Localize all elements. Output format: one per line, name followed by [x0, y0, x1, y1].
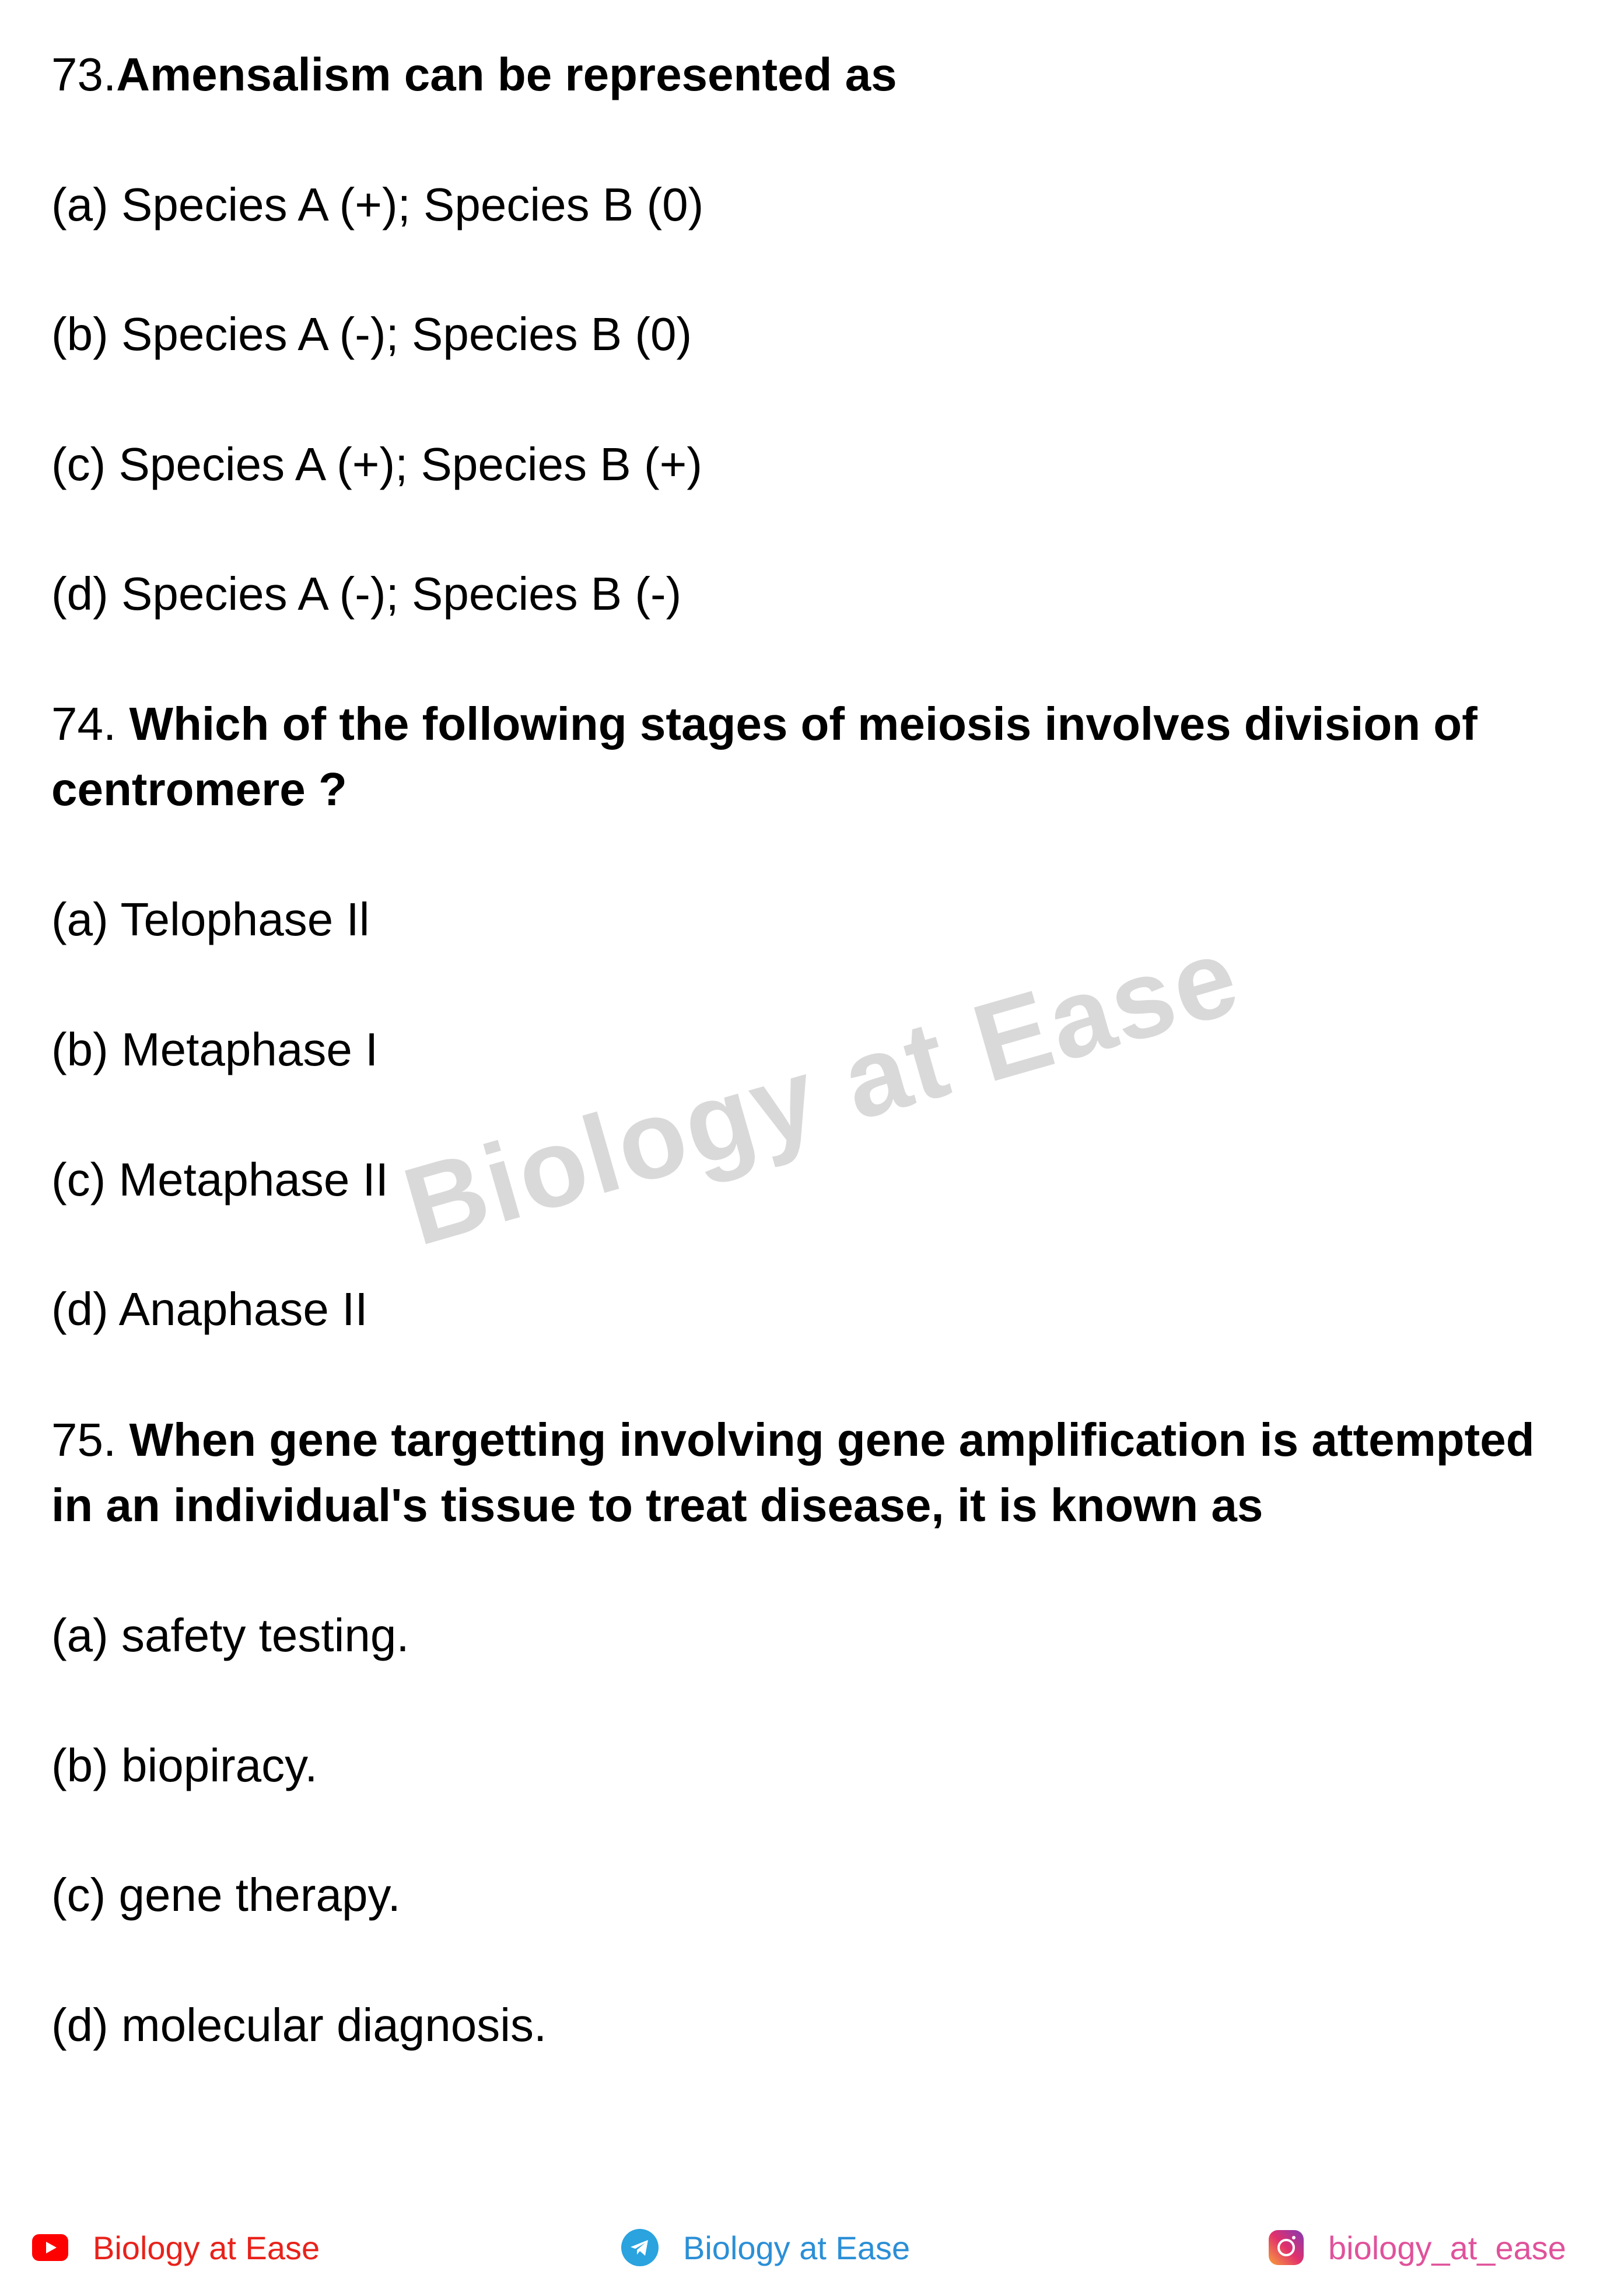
- question-73-stem: [51, 42, 897, 107]
- telegram-icon: [621, 2229, 659, 2266]
- question-73-option-a: (a) Species A (+); Species B (0): [51, 179, 704, 230]
- question-75-text-line2: in an individual's tissue to treat disease, it is known as: [51, 1479, 1263, 1531]
- question-73-number: 73.: [51, 48, 117, 100]
- question-73-option-d: (d) Species A (-); Species B (-): [51, 568, 682, 620]
- question-75-option-b: (b) biopiracy.: [51, 1739, 318, 1791]
- question-74-option-a: (a) Telophase Il: [51, 893, 370, 945]
- question-74-number: 74.: [51, 698, 129, 750]
- question-74-stem-line1: [51, 691, 1478, 757]
- question-75-text-line1: When gene targetting involving gene amplification is attempted: [129, 1414, 1535, 1466]
- question-73-text: Amensalism can be represented as: [116, 48, 897, 100]
- question-74-option-b: (b) Metaphase I: [51, 1023, 379, 1075]
- question-75-option-d: (d) molecular diagnosis.: [51, 1999, 547, 2051]
- question-74-option-c: (c) Metaphase II: [51, 1154, 389, 1205]
- footer-youtube-label: Biology at Ease: [93, 2229, 320, 2266]
- youtube-icon: [32, 2234, 68, 2261]
- question-75-option-a: (a) safety testing.: [51, 1609, 409, 1661]
- question-75-number: 75.: [51, 1414, 129, 1466]
- question-74-text-line2: centromere ?: [51, 763, 347, 815]
- question-73-option-b: (b) Species A (-); Species B (0): [51, 308, 692, 360]
- question-75-stem-line1: [51, 1407, 1535, 1473]
- instagram-icon: [1269, 2230, 1304, 2265]
- footer-telegram-link[interactable]: [621, 2224, 910, 2271]
- question-73-option-c: (c) Species A (+); Species B (+): [51, 438, 702, 490]
- footer-youtube-link[interactable]: [32, 2224, 320, 2271]
- question-74-option-d: (d) Anaphase II: [51, 1283, 368, 1335]
- question-75-option-c: (c) gene therapy.: [51, 1869, 401, 1921]
- footer-instagram-label: biology_at_ease: [1328, 2229, 1566, 2266]
- footer-telegram-label: Biology at Ease: [683, 2229, 911, 2266]
- footer-instagram-link[interactable]: [1269, 2224, 1566, 2271]
- question-74-text-line1: Which of the following stages of meiosis involves division of: [129, 698, 1478, 750]
- watermark: Biology at Ease: [391, 913, 1252, 1270]
